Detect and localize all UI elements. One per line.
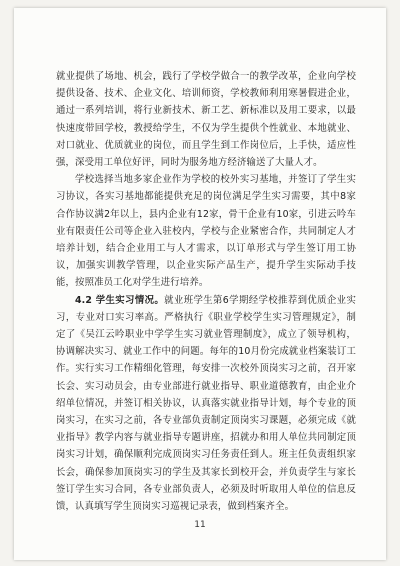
section-number: 4.2: [75, 294, 93, 306]
page-body: [56, 68, 356, 515]
document-page: [14, 8, 386, 560]
section-text: 就业班学生第6学期经学校推荐到优质企业实习，专业对口实习率高。严格执行《职业学校学生实习管理规定》，制定了《吴江云吟职业中学学生实习就业管理制度》，成立了领导机构，协调解决实习、就业工作中的问题。每年的10月份完成就业档案装订工作。实行实习工作精细化管理，每安排一次校外顶岗实习之前，召开家长会、实习动员会，由专业部进行就业指导、职业道德教育，由企业介绍单位情况，并签订相关协议，认真落实就业指导计划，每个专业的顶岗实习，在实习之前，各专业部负责制定顶岗实习课题，必须完成《就业指导》教学内容与就业指导专题讲座，招就办和用人单位共同制定顶岗实习计划，确保顺利完成顶岗实习任务责任到人。班主任负责组织家长会，确保参加顶岗实习的学生及其家长到校开会，并负责学生与家长签订学生实习合同，各专业部负责人，必须及时听取用人单位的信息反馈，认真填写学生顶岗实习巡视记录表，做到档案齐全。: [56, 294, 356, 513]
section-heading: [75, 295, 164, 306]
body-paragraph: 就业提供了场地、机会，践行了学校学做合一的教学改革，企业向学校提供设备、技术、企业文化、培训师资，学校教师利用寒暑假进企业，通过一系列培训，将行业新技术、新工艺、新标准以及用工要求，以最快速度带回学校，教授给学生，不仅为学生提供个性就业、本地就业、对口就业、优质就业的岗位，而且学生到工作岗位后，上手快，适应性强，深受用工单位好评，同时为服务地方经济输送了大量人才。: [56, 71, 356, 169]
section-paragraph: [56, 292, 356, 516]
section-title: 学生实习情况。: [95, 294, 165, 306]
page-number: 11: [194, 520, 206, 530]
body-paragraph: 学校选择当地多家企业作为学校的校外实习基地，并签订了学生实习协议，各实习基地都能提供充足的岗位满足学生实习需要，其中8家合作协议满2年以上，县内企业有12家，骨干企业有10家，引进云吟车业有限责任公司等企业入驻校内，学校与企业紧密合作，共同制定人才培养计划，结合企业用工与人才需求，以订单形式与学生签订用工协议，加强实训教学管理，以企业实际产品生产，提升学生实际动手技能，按照准员工化对学生进行培养。: [56, 174, 356, 289]
